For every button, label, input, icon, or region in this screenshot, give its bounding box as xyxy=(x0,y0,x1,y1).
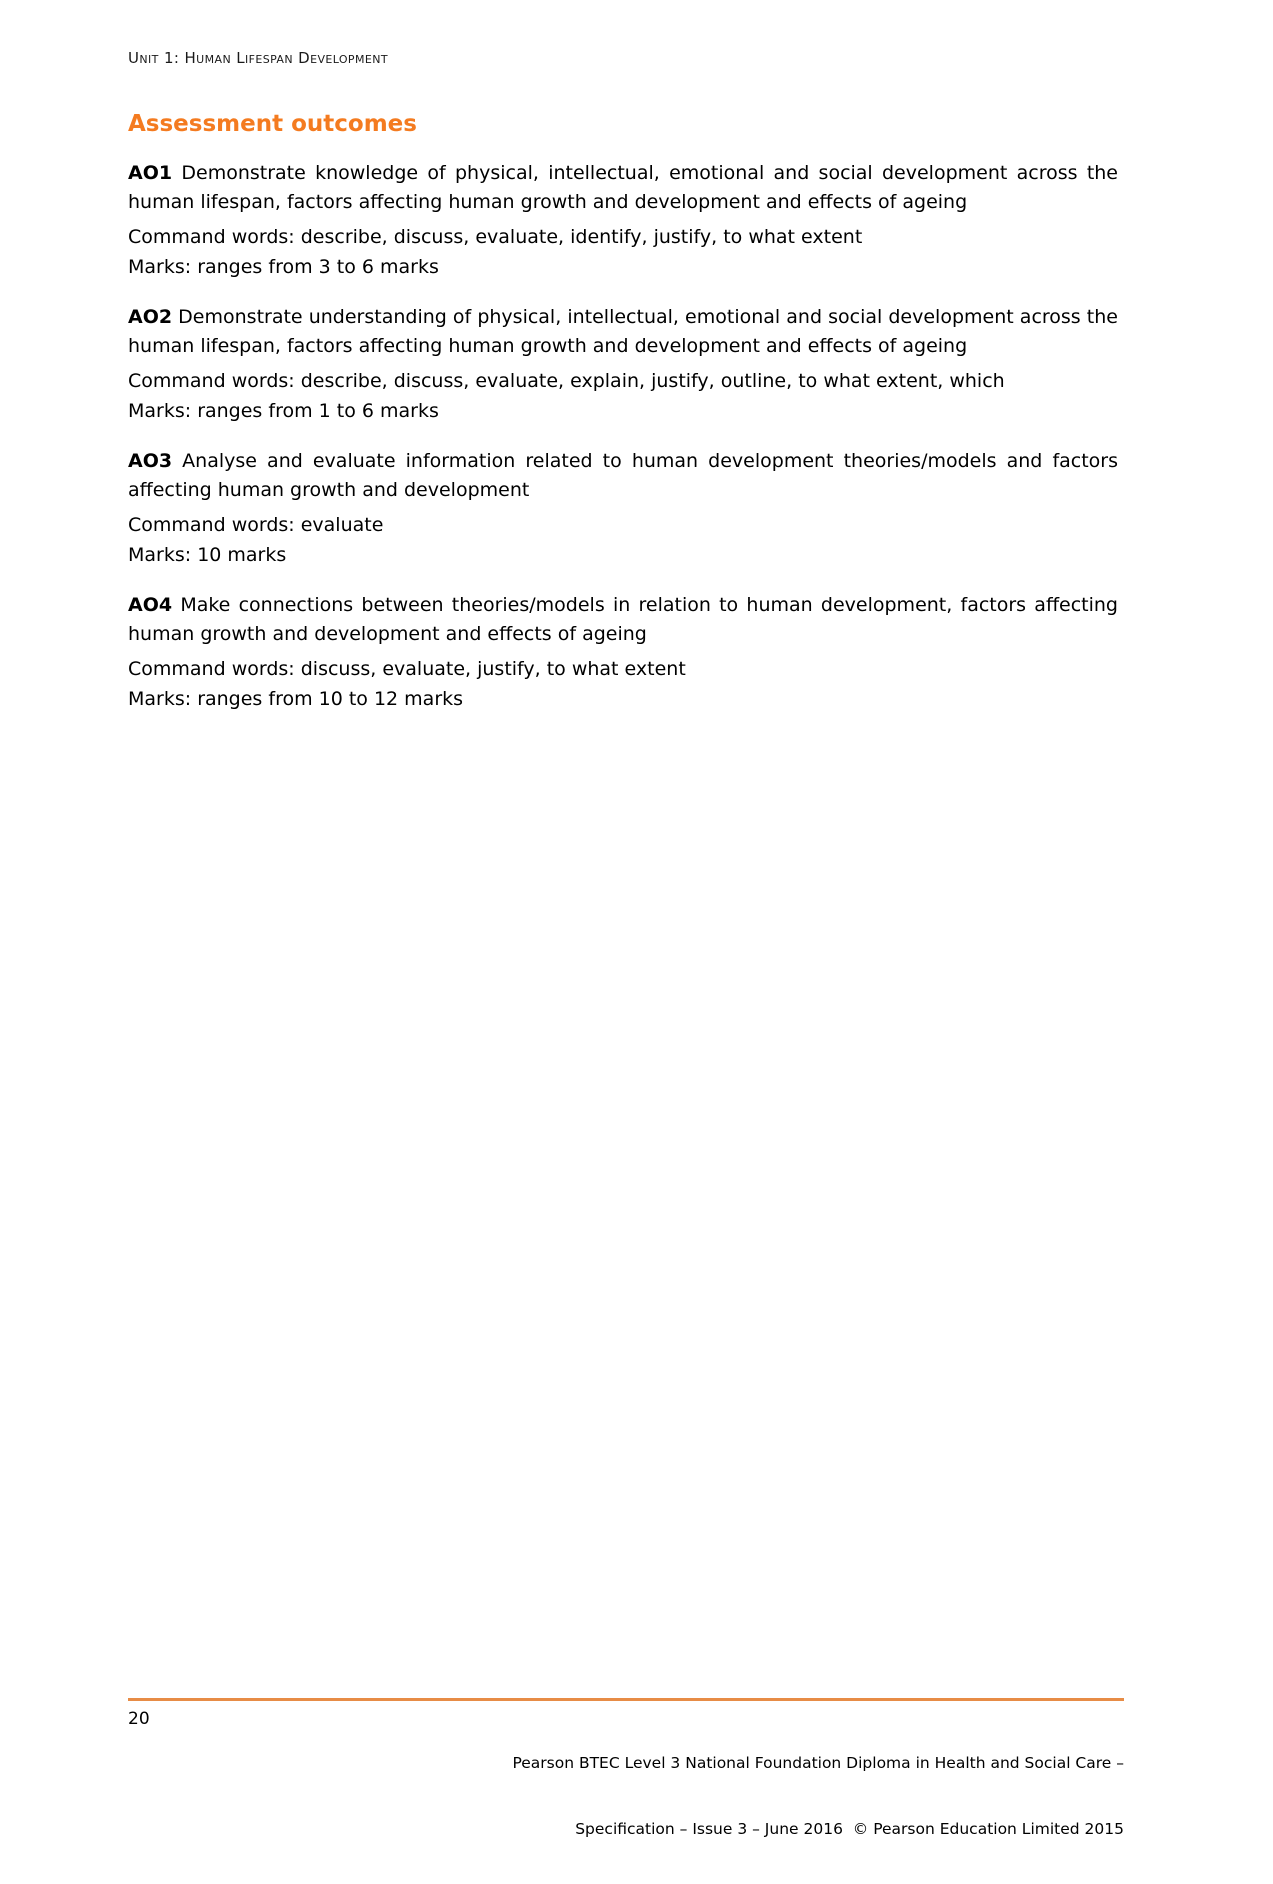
ao-marks: Marks: 10 marks xyxy=(128,544,287,566)
ao3-section xyxy=(128,447,1118,570)
ao-command-words: Command words: describe, discuss, evaluate, identify, justify, to what extent xyxy=(128,226,863,248)
ao-marks: Marks: ranges from 3 to 6 marks xyxy=(128,256,439,278)
ao-id: AO3 xyxy=(128,450,173,472)
ao-description xyxy=(128,591,1118,649)
ao-marks: Marks: ranges from 1 to 6 marks xyxy=(128,400,439,422)
ao1-section xyxy=(128,159,1118,282)
page-title: Assessment outcomes xyxy=(128,111,417,137)
document-header: Unit 1: Human Lifespan Development xyxy=(128,49,388,67)
ao-description xyxy=(128,303,1118,361)
ao-id: AO1 xyxy=(128,162,173,184)
ao-marks: Marks: ranges from 10 to 12 marks xyxy=(128,688,464,710)
ao2-section xyxy=(128,303,1118,426)
footer-imprint-line1: Pearson BTEC Level 3 National Foundation Diploma in Health and Social Care – xyxy=(512,1754,1124,1772)
ao-id: AO2 xyxy=(128,306,173,328)
ao-description xyxy=(128,447,1118,505)
ao-description-text: Demonstrate knowledge of physical, intellectual, emotional and social development across the human lifespan, factors affecting human growth and development and effects of ageing xyxy=(128,162,1118,213)
ao-description-text: Analyse and evaluate information related to human development theories/models and factors affecting human growth and development xyxy=(128,450,1119,501)
footer-imprint-line2: Specification – Issue 3 – June 2016 © Pearson Education Limited 2015 xyxy=(575,1820,1124,1838)
ao-id: AO4 xyxy=(128,594,173,616)
ao-description-text: Demonstrate understanding of physical, intellectual, emotional and social development across the human lifespan, factors affecting human growth and development and effects of ageing xyxy=(128,306,1118,357)
footer-imprint xyxy=(512,1708,1124,1884)
ao-description xyxy=(128,159,1118,217)
ao-command-words: Command words: describe, discuss, evaluate, explain, justify, outline, to what extent, which xyxy=(128,370,1005,392)
ao-description-text: Make connections between theories/models in relation to human development, factors affecting human growth and development and effects of ageing xyxy=(128,594,1118,645)
page-content xyxy=(128,49,1118,735)
assessment-outcomes-list xyxy=(128,159,1118,714)
page-footer xyxy=(128,1698,1124,1884)
ao-command-words: Command words: discuss, evaluate, justify, to what extent xyxy=(128,658,686,680)
ao-command-words: Command words: evaluate xyxy=(128,514,384,536)
page-number: 20 xyxy=(128,1709,150,1729)
ao4-section xyxy=(128,591,1118,714)
